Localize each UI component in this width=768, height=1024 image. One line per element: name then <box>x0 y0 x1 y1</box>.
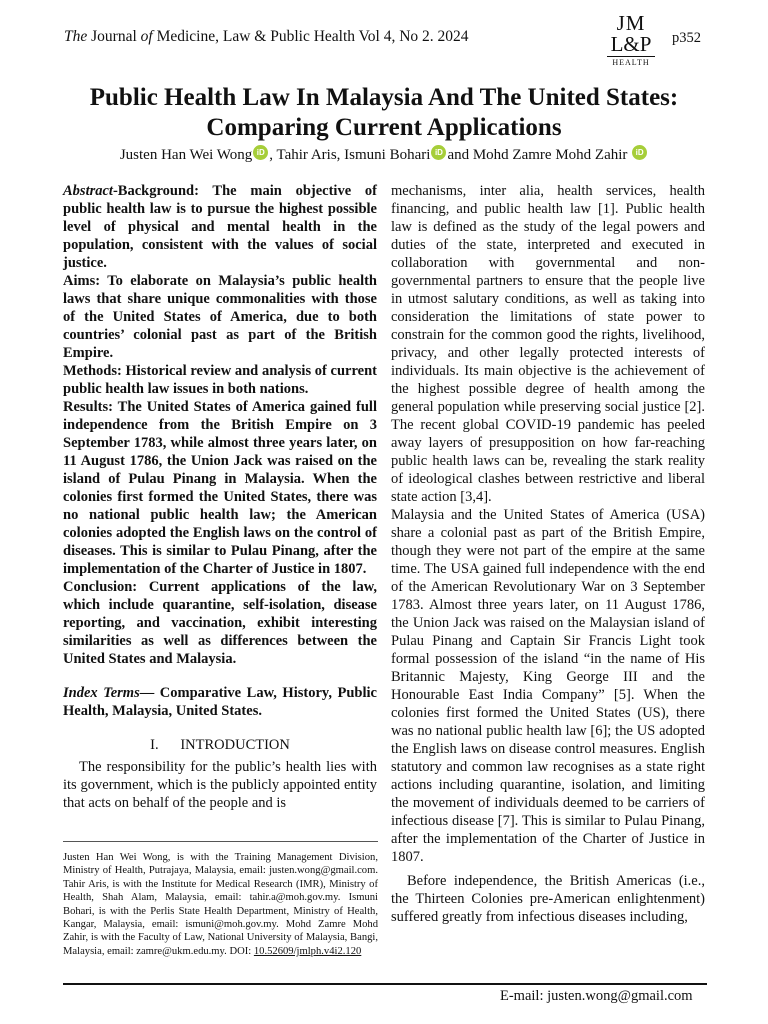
footnote-text: Justen Han Wei Wong, is with the Training Management Division, Ministry of Health, Putrajaya, Malaysia, email: justen.wong@gmail.com. Tahir Aris, is with the Institute for Medical Research (IMR), Ministry of Health, Shah Alam, Malaysia, email: tahir.a@moh.gov.my. Ismuni Bohari, is with the Perlis State Health Department, Ministry of Health, Kangar, Malaysia, email: ismuni@moh.gov.my. Mohd Zamre Mohd Zahir, is with the Faculty of Law, National University of Malaysia, Bangi, Malaysia, email: zamre@ukm.edu.my. DOI: <box>63 852 378 957</box>
page-number: p352 <box>672 30 701 46</box>
author-footnote <box>63 851 378 958</box>
author-1: Justen Han Wei Wong <box>119 147 253 163</box>
left-column <box>63 182 377 812</box>
author-2-3: , Tahir Aris, Ismuni Bohari <box>269 147 431 163</box>
title-line-1: Public Health Law In Malaysia And The United States: <box>89 84 679 111</box>
orcid-icon[interactable]: iD <box>253 145 268 160</box>
body-paragraph-1: mechanisms, inter alia, health services, health financing, and public health law [1]. Public health law is defined as the study of the legal powers and duties of the state, interpreted and executed in collaboration with governmental and non-governmental partners to ensure that the people live in utmost salutary conditions, as well as taking into consideration the limitations of state power to constrain for the common good the rights, livelihood, privacy, and other legally protected interests of individuals. Its main objective is the achievement of the highest possible degree of health among the general population while preserving social justice [2]. The recent global COVID-19 pandemic has peeled away layers of presupposition on how far-reaching public health laws can be, revealing the stark reality of ideological clashes between restrictive and liberal state action [3,4]. <box>391 183 705 505</box>
journal-logo <box>607 12 655 67</box>
abstract-background <box>63 182 377 272</box>
logo-health: HEALTH <box>607 56 655 67</box>
logo-lp: L&P <box>610 32 652 56</box>
footer-email[interactable]: E-mail: justen.wong@gmail.com <box>500 988 693 1004</box>
running-header <box>64 28 469 46</box>
abstract-background-text: -Background: The main objective of public health law is to pursue the highest possible level of physical and mental health in the population, consistent with the values of social justice. <box>63 183 377 271</box>
right-column <box>391 182 705 926</box>
header-rest: Medicine, Law & Public Health Vol 4, No 2. 2024 <box>152 28 469 45</box>
header-of: of <box>140 28 153 45</box>
footer-rule <box>63 983 707 985</box>
body-paragraph-3: Before independence, the British Americas (i.e., the Thirteen Colonies pre-American enlightenment) suffered greatly from infectious diseases including, <box>391 873 705 925</box>
title-line-2: Comparing Current Applications <box>206 114 562 141</box>
abstract-label: Abstract <box>63 183 113 199</box>
index-terms-label: Index Terms <box>63 685 140 701</box>
paper-title <box>20 83 748 143</box>
index-terms <box>63 684 377 720</box>
intro-paragraph-1: The responsibility for the public’s health lies with its government, which is the publicly appointed entity that acts on behalf of the people and is <box>63 759 377 811</box>
body-paragraph-2: Malaysia and the United States of America (USA) share a colonial past as part of the British Empire, though they were not part of the empire at the same time. The USA gained full independence with the end of the American Revolutionary War on 3 September 1783. Almost three years later, on 11 August 1786, the Union Jack was raised on the Malaysian island of Pulau Pinang and Captain Sir Francis Light took formal possession of the island “in the name of His Britannic Majesty, King George III and the Honourable East India Company” [5]. When the colonies first formed the United States (US), there was no national public health law [6]; the US adopted the English laws on disease control measures. English statutory and common law recognises as a state right actions including quarantine, isolation, and limiting the movement of individuals deemed to be carriers of infectious disease [7]. This is similar to Pulau Pinang, after the implementation of the Charter of Justice in 1807. <box>391 507 705 865</box>
footnote-divider <box>63 841 378 842</box>
section-heading-introduction: I. INTRODUCTION <box>150 737 290 753</box>
abstract-methods: Methods: Historical review and analysis of current public health law issues in both nations. <box>63 363 377 397</box>
header-journal: Journal <box>87 28 141 45</box>
doi-link[interactable]: 10.52609/jmlph.v4i2.120 <box>253 945 362 957</box>
abstract-aims: Aims: To elaborate on Malaysia’s public health laws that share unique commonalities with those of the United States of America, due to both countries’ colonial past as part of the British Empire. <box>63 273 377 361</box>
logo-jm: JM <box>616 11 646 35</box>
abstract-conclusion: Conclusion: Current applications of the law, which include quarantine, self-isolation, disease reporting, and vaccination, exhibit interesting similarities as well as differences between the United States and Malaysia. <box>63 579 377 667</box>
abstract <box>63 182 377 668</box>
abstract-results: Results: The United States of America gained full independence from the British Empire on 3 September 1783, while almost three years later, on 11 August 1786, the Union Jack was raised on the island of Pulau Pinang in Malaysia. When the colonies first formed the United States, there was no national public health law; the American colonies adopted the English laws on the control of diseases. This is similar to Pulau Pinang, after the implementation of the Charter of Justice in 1807. <box>63 399 377 577</box>
index-terms-text: — Comparative Law, History, Public Health, Malaysia, United States. <box>63 685 377 719</box>
author-4: and Mohd Zamre Mohd Zahir <box>447 147 628 163</box>
orcid-icon[interactable]: iD <box>431 145 446 160</box>
orcid-icon[interactable]: iD <box>632 145 647 160</box>
author-list <box>20 145 748 164</box>
header-the: The <box>64 28 88 45</box>
